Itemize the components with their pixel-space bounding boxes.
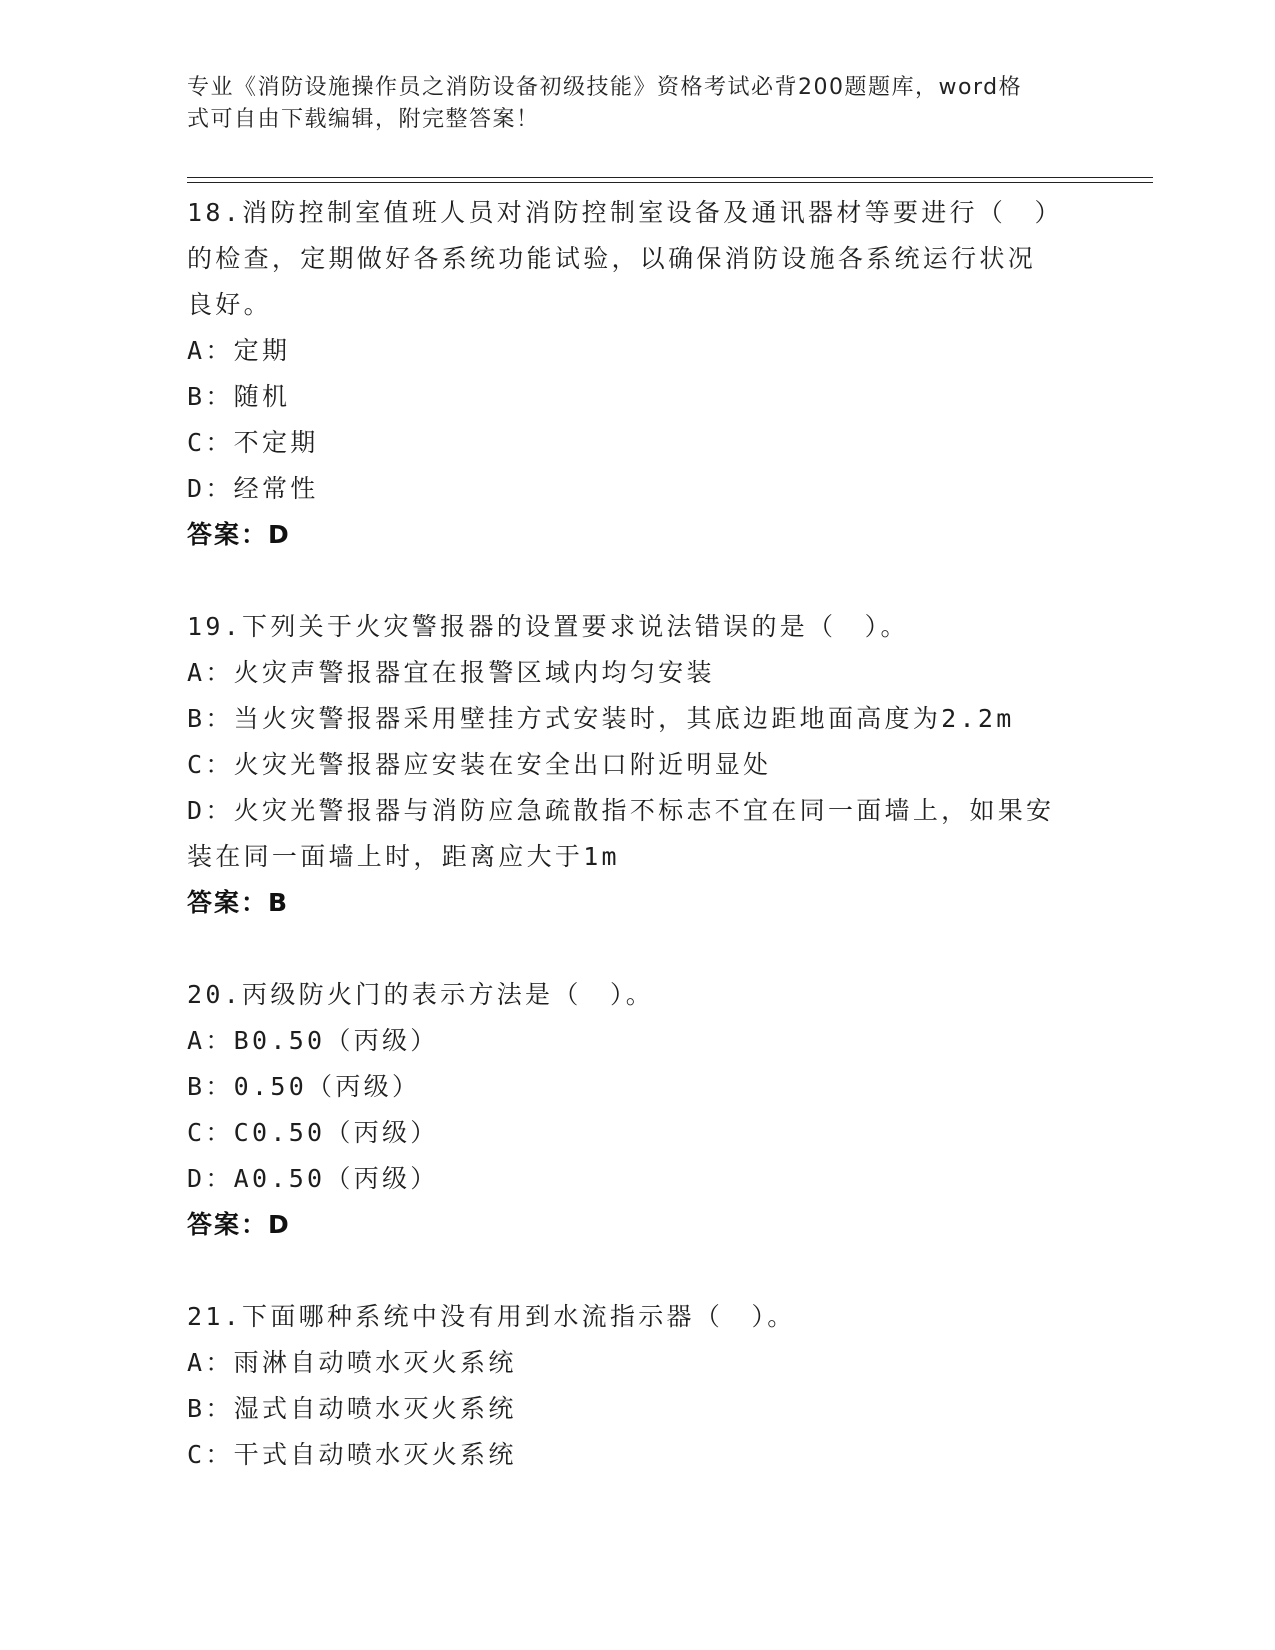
question-stem: 20.丙级防火门的表示方法是（ ）。: [187, 980, 655, 1009]
question-stem: 19.下列关于火灾警报器的设置要求说法错误的是（ ）。: [187, 612, 909, 641]
question-19: [187, 604, 1087, 926]
option-d: D：火灾光警报器与消防应急疏散指不标志不宜在同一面墙上，如果安: [187, 796, 1055, 825]
option-c: C：不定期: [187, 428, 319, 457]
option-c: C：火灾光警报器应安装在安全出口附近明显处: [187, 750, 772, 779]
option-a: A：雨淋自动喷水灭火系统: [187, 1348, 517, 1377]
option-d-continued: 装在同一面墙上时，距离应大于1m: [187, 842, 620, 871]
option-b: B：湿式自动喷水灭火系统: [187, 1394, 517, 1423]
answer-line: 答案：B: [187, 888, 290, 917]
answer-line: 答案：D: [187, 1210, 291, 1239]
question-21: [187, 1294, 1087, 1478]
question-stem: 18.消防控制室值班人员对消防控制室设备及通讯器材等要进行（ ）: [187, 198, 1063, 227]
option-b: B：当火灾警报器采用壁挂方式安装时，其底边距地面高度为2.2m: [187, 704, 1015, 733]
header-divider-bottom: [187, 182, 1153, 183]
document-header: [187, 72, 1067, 136]
question-list: [187, 190, 1087, 1478]
option-d: D：A0.50（丙级）: [187, 1164, 439, 1193]
question-stem: 21.下面哪种系统中没有用到水流指示器（ ）。: [187, 1302, 796, 1331]
option-a: A：火灾声警报器宜在报警区域内均匀安装: [187, 658, 715, 687]
question-20: [187, 972, 1087, 1248]
question-18: [187, 190, 1087, 558]
option-c: C：C0.50（丙级）: [187, 1118, 439, 1147]
option-a: A：定期: [187, 336, 291, 365]
option-b: B：随机: [187, 382, 291, 411]
header-line-2: 式可自由下载编辑，附完整答案！: [187, 107, 540, 132]
option-c: C：干式自动喷水灭火系统: [187, 1440, 517, 1469]
question-stem: 的检查，定期做好各系统功能试验，以确保消防设施各系统运行状况: [187, 244, 1037, 273]
option-d: D：经常性: [187, 474, 319, 503]
option-b: B：0.50（丙级）: [187, 1072, 421, 1101]
header-line-1: 专业《消防设施操作员之消防设备初级技能》资格考试必背200题题库，word格: [187, 75, 1023, 100]
header-divider-top: [187, 177, 1153, 178]
answer-line: 答案：D: [187, 520, 291, 549]
question-stem: 良好。: [187, 290, 272, 319]
option-a: A：B0.50（丙级）: [187, 1026, 439, 1055]
